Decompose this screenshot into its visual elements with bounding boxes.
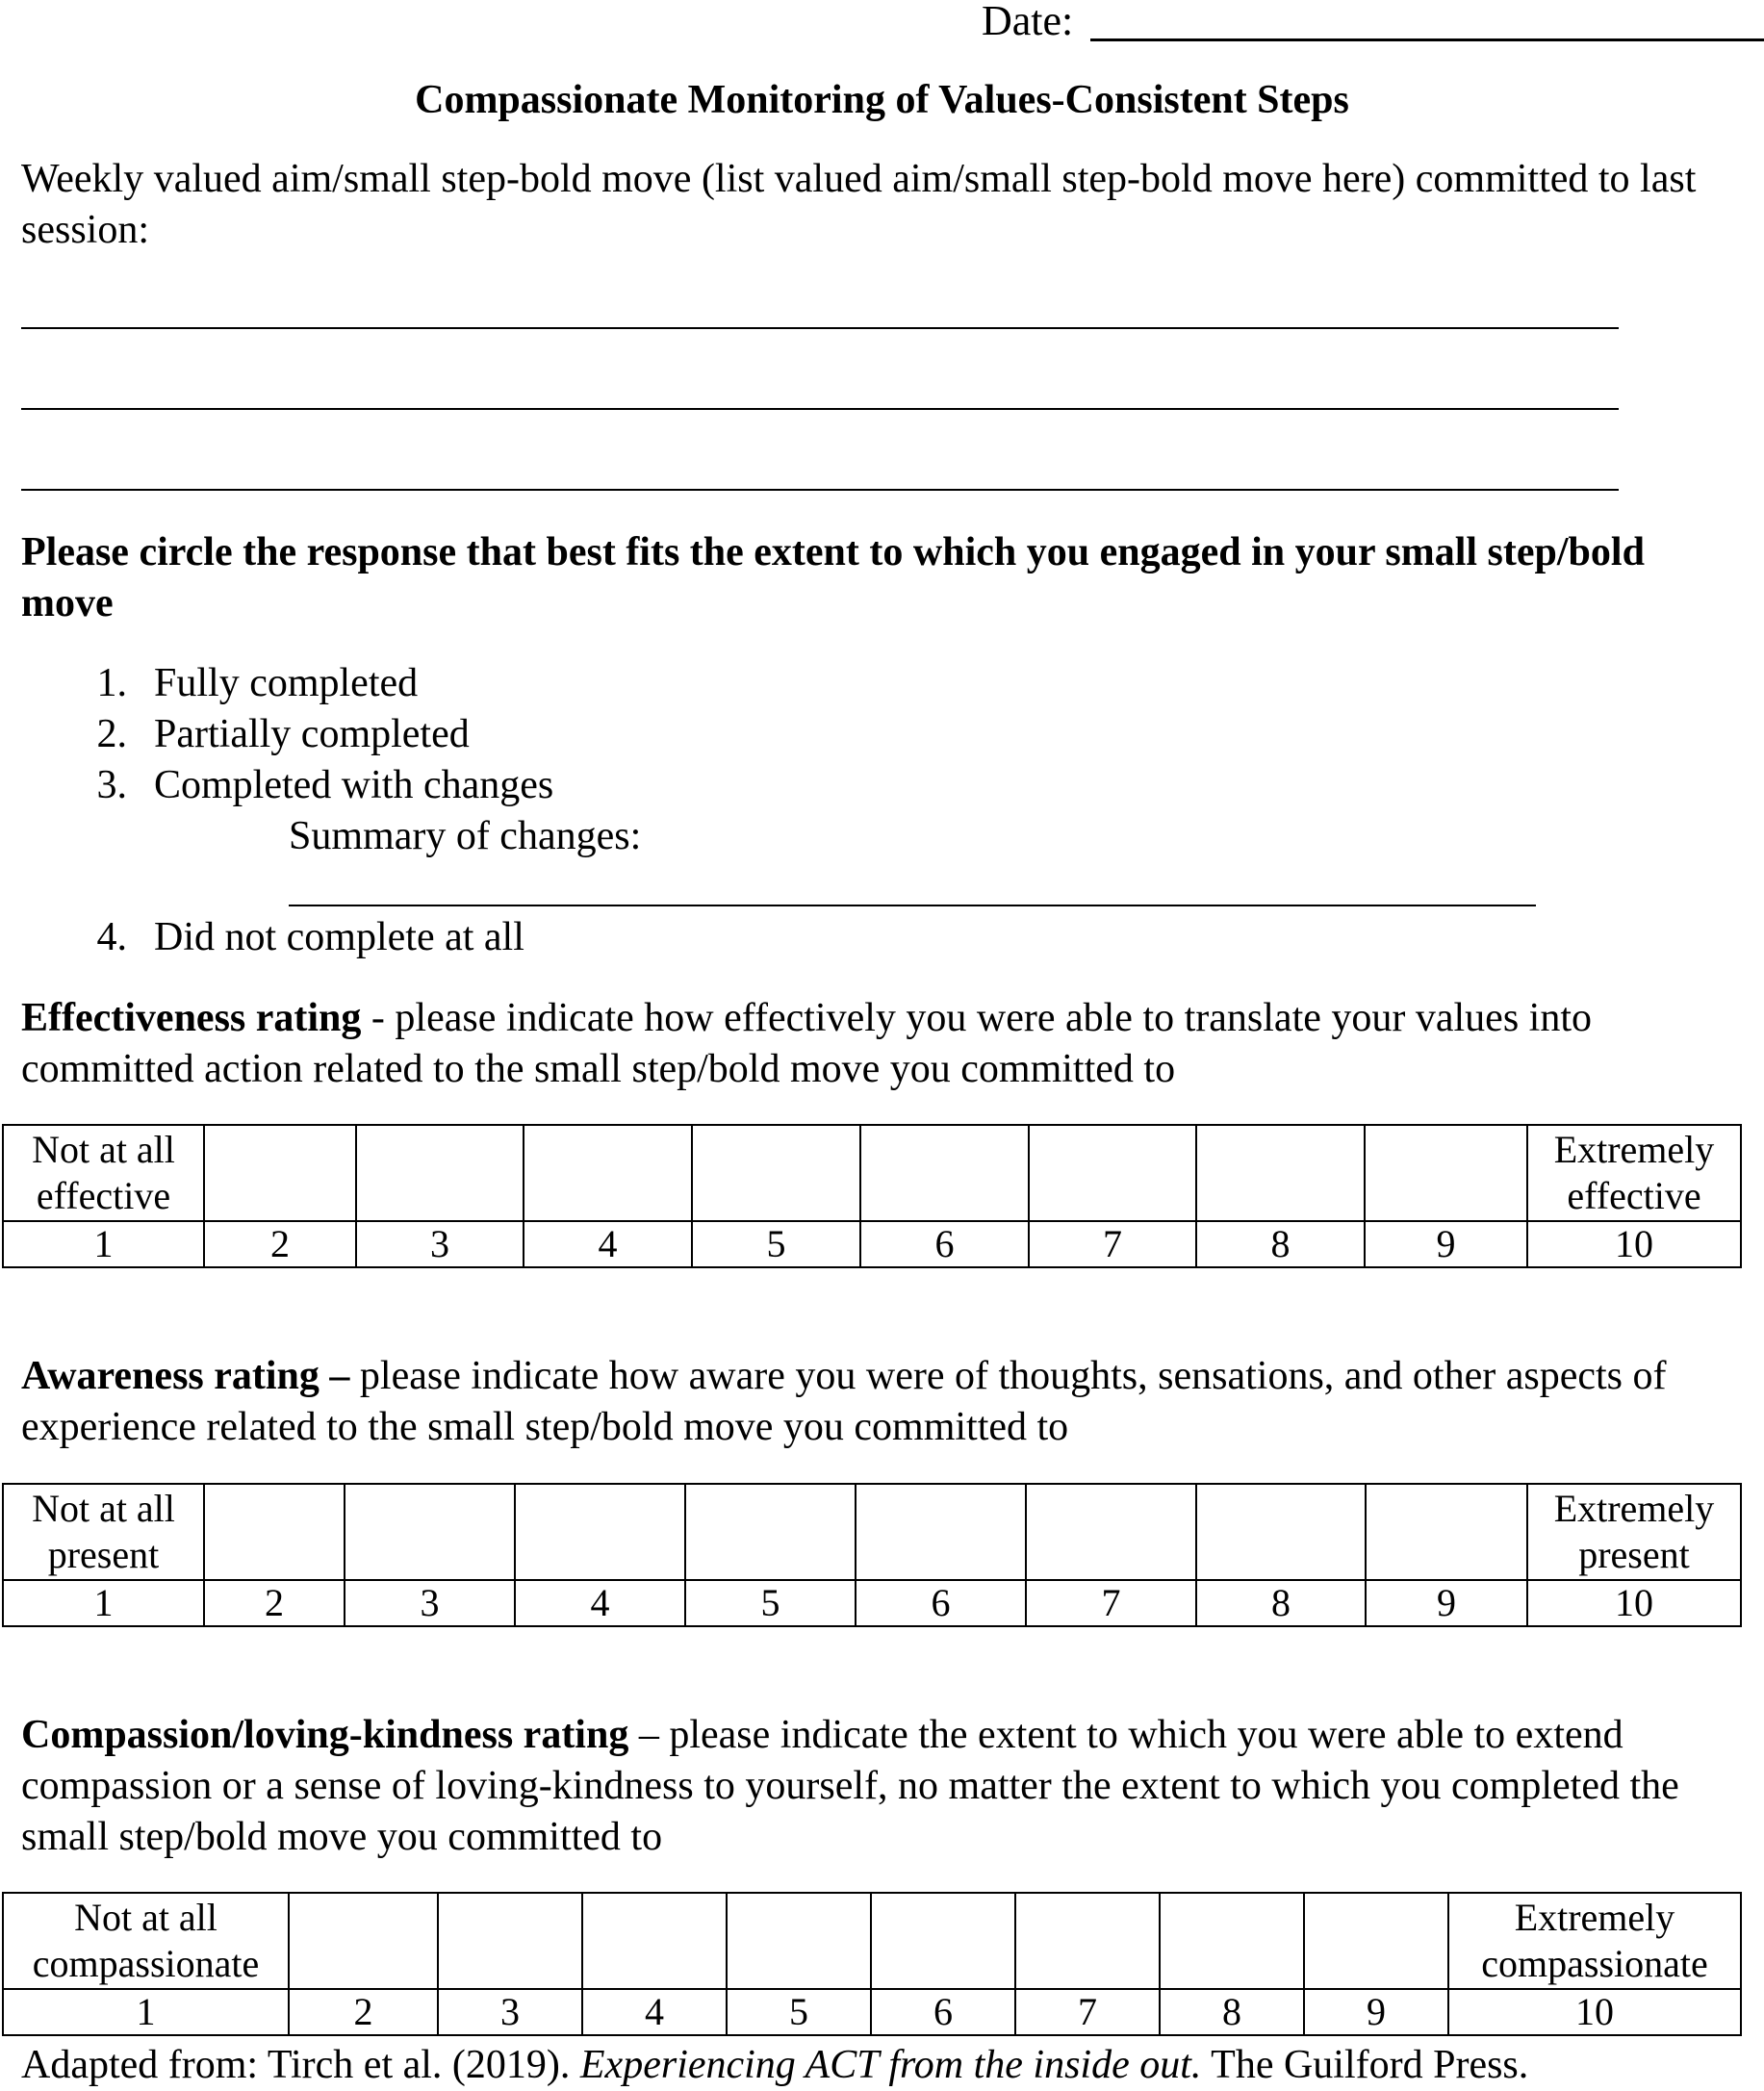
scale-number-8[interactable]: 8 bbox=[1196, 1580, 1366, 1626]
compassion-title: Compassion/loving-kindness rating bbox=[21, 1713, 629, 1757]
scale-high-label bbox=[1527, 1125, 1741, 1221]
aim-prompt: Weekly valued aim/small step-bold move (list valued aim/small step-bold move here) committed to last session: bbox=[21, 157, 1697, 252]
scale-number-2[interactable]: 2 bbox=[204, 1221, 356, 1267]
scale-cell[interactable] bbox=[356, 1125, 524, 1221]
scale-cell[interactable] bbox=[204, 1125, 356, 1221]
scale-cell[interactable] bbox=[727, 1893, 871, 1989]
low-label-line: present bbox=[47, 1533, 160, 1576]
engagement-instruction: Please circle the response that best fits the extent to which you engaged in your small step/bold move bbox=[21, 530, 1645, 625]
compassion-description: – please indicate the extent to which you were able to extend compassion or a sense of loving-kindness to yourself, no matter the extent to which you completed the small step/bold move you committed to bbox=[21, 1713, 1679, 1859]
aim-answer-line-3[interactable] bbox=[21, 489, 1619, 491]
option-number: 1. bbox=[96, 661, 127, 705]
high-label-line: Extremely bbox=[1514, 1896, 1675, 1939]
scale-number-10[interactable]: 10 bbox=[1527, 1221, 1741, 1267]
scale-cell[interactable] bbox=[345, 1484, 515, 1580]
scale-cell[interactable] bbox=[1160, 1893, 1304, 1989]
scale-low-label bbox=[3, 1125, 204, 1221]
option-number: 2. bbox=[96, 712, 127, 756]
scale-number-7[interactable]: 7 bbox=[1015, 1989, 1160, 2035]
scale-cell[interactable] bbox=[438, 1893, 582, 1989]
scale-cell[interactable] bbox=[1196, 1484, 1366, 1580]
scale-low-label bbox=[3, 1893, 289, 1989]
scale-number-5[interactable]: 5 bbox=[685, 1580, 856, 1626]
high-label-line: compassionate bbox=[1481, 1942, 1708, 1985]
scale-number-8[interactable]: 8 bbox=[1196, 1221, 1365, 1267]
scale-cell[interactable] bbox=[860, 1125, 1029, 1221]
aim-answer-line-2[interactable] bbox=[21, 408, 1619, 410]
citation bbox=[21, 2040, 1528, 2091]
scale-number-10[interactable]: 10 bbox=[1527, 1580, 1741, 1626]
scale-number-3[interactable]: 3 bbox=[438, 1989, 582, 2035]
scale-number-5[interactable]: 5 bbox=[692, 1221, 860, 1267]
high-label-line: effective bbox=[1567, 1174, 1701, 1217]
scale-number-4[interactable]: 4 bbox=[524, 1221, 692, 1267]
scale-number-4[interactable]: 4 bbox=[515, 1580, 685, 1626]
scale-high-label bbox=[1527, 1484, 1741, 1580]
aim-answer-line-1[interactable] bbox=[21, 327, 1619, 329]
scale-high-label bbox=[1448, 1893, 1741, 1989]
page-title: Compassionate Monitoring of Values-Consistent Steps bbox=[415, 78, 1349, 122]
scale-number-6[interactable]: 6 bbox=[856, 1580, 1026, 1626]
scale-number-6[interactable]: 6 bbox=[871, 1989, 1015, 2035]
scale-cell[interactable] bbox=[856, 1484, 1026, 1580]
high-label-line: present bbox=[1578, 1533, 1690, 1576]
scale-number-6[interactable]: 6 bbox=[860, 1221, 1029, 1267]
scale-number-8[interactable]: 8 bbox=[1160, 1989, 1304, 2035]
effectiveness-heading bbox=[21, 993, 1744, 1095]
scale-cell[interactable] bbox=[1029, 1125, 1196, 1221]
option-fully-completed[interactable]: Fully completed bbox=[154, 661, 419, 705]
option-did-not-complete[interactable]: Did not complete at all bbox=[154, 915, 524, 959]
scale-cell[interactable] bbox=[582, 1893, 727, 1989]
option-number: 4. bbox=[96, 915, 127, 959]
scale-number-3[interactable]: 3 bbox=[345, 1580, 515, 1626]
scale-cell[interactable] bbox=[1015, 1893, 1160, 1989]
low-label-line: Not at all bbox=[74, 1896, 217, 1939]
awareness-heading bbox=[21, 1351, 1744, 1453]
citation-book-title: Experiencing ACT from the inside out. bbox=[579, 2043, 1202, 2087]
date-field[interactable] bbox=[1090, 38, 1764, 41]
effectiveness-title: Effectiveness rating bbox=[21, 996, 362, 1040]
option-partially-completed[interactable]: Partially completed bbox=[154, 712, 470, 756]
awareness-scale bbox=[2, 1483, 1742, 1627]
scale-number-2[interactable]: 2 bbox=[204, 1580, 345, 1626]
effectiveness-description: - please indicate how effectively you were able to translate your values into committed action related to the small step/bold move you committed to bbox=[21, 996, 1593, 1091]
scale-cell[interactable] bbox=[204, 1484, 345, 1580]
scale-number-2[interactable]: 2 bbox=[289, 1989, 438, 2035]
scale-cell[interactable] bbox=[1366, 1484, 1527, 1580]
high-label-line: Extremely bbox=[1553, 1128, 1715, 1171]
low-label-line: effective bbox=[36, 1174, 171, 1217]
option-number: 3. bbox=[96, 763, 127, 807]
compassion-scale bbox=[2, 1892, 1742, 2036]
scale-number-7[interactable]: 7 bbox=[1026, 1580, 1196, 1626]
citation-publisher: The Guilford Press. bbox=[1201, 2043, 1529, 2087]
scale-cell[interactable] bbox=[1365, 1125, 1527, 1221]
low-label-line: Not at all bbox=[32, 1487, 175, 1530]
awareness-description: please indicate how aware you were of thoughts, sensations, and other aspects of experience related to the small step/bold move you committed to bbox=[21, 1354, 1667, 1449]
scale-number-9[interactable]: 9 bbox=[1366, 1580, 1527, 1626]
option-completed-with-changes[interactable]: Completed with changes bbox=[154, 763, 554, 807]
scale-cell[interactable] bbox=[1196, 1125, 1365, 1221]
compassion-heading bbox=[21, 1710, 1744, 1863]
scale-number-1[interactable]: 1 bbox=[3, 1989, 289, 2035]
scale-number-4[interactable]: 4 bbox=[582, 1989, 727, 2035]
citation-prefix: Adapted from: Tirch et al. (2019). bbox=[21, 2043, 580, 2087]
scale-number-9[interactable]: 9 bbox=[1365, 1221, 1527, 1267]
scale-cell[interactable] bbox=[289, 1893, 438, 1989]
scale-number-5[interactable]: 5 bbox=[727, 1989, 871, 2035]
scale-number-7[interactable]: 7 bbox=[1029, 1221, 1196, 1267]
scale-cell[interactable] bbox=[692, 1125, 860, 1221]
low-label-line: Not at all bbox=[32, 1128, 175, 1171]
date-label: Date: bbox=[982, 0, 1074, 44]
scale-cell[interactable] bbox=[1026, 1484, 1196, 1580]
summary-of-changes-field[interactable] bbox=[289, 905, 1536, 906]
scale-number-9[interactable]: 9 bbox=[1304, 1989, 1448, 2035]
scale-number-1[interactable]: 1 bbox=[3, 1221, 204, 1267]
scale-low-label bbox=[3, 1484, 204, 1580]
scale-number-3[interactable]: 3 bbox=[356, 1221, 524, 1267]
scale-cell[interactable] bbox=[515, 1484, 685, 1580]
effectiveness-scale bbox=[2, 1124, 1742, 1268]
high-label-line: Extremely bbox=[1553, 1487, 1715, 1530]
scale-cell[interactable] bbox=[871, 1893, 1015, 1989]
scale-number-1[interactable]: 1 bbox=[3, 1580, 204, 1626]
scale-cell[interactable] bbox=[524, 1125, 692, 1221]
scale-number-10[interactable]: 10 bbox=[1448, 1989, 1741, 2035]
scale-cell[interactable] bbox=[1304, 1893, 1448, 1989]
low-label-line: compassionate bbox=[32, 1942, 260, 1985]
scale-cell[interactable] bbox=[685, 1484, 856, 1580]
summary-of-changes-label: Summary of changes: bbox=[289, 814, 642, 858]
awareness-title: Awareness rating – bbox=[21, 1354, 350, 1398]
